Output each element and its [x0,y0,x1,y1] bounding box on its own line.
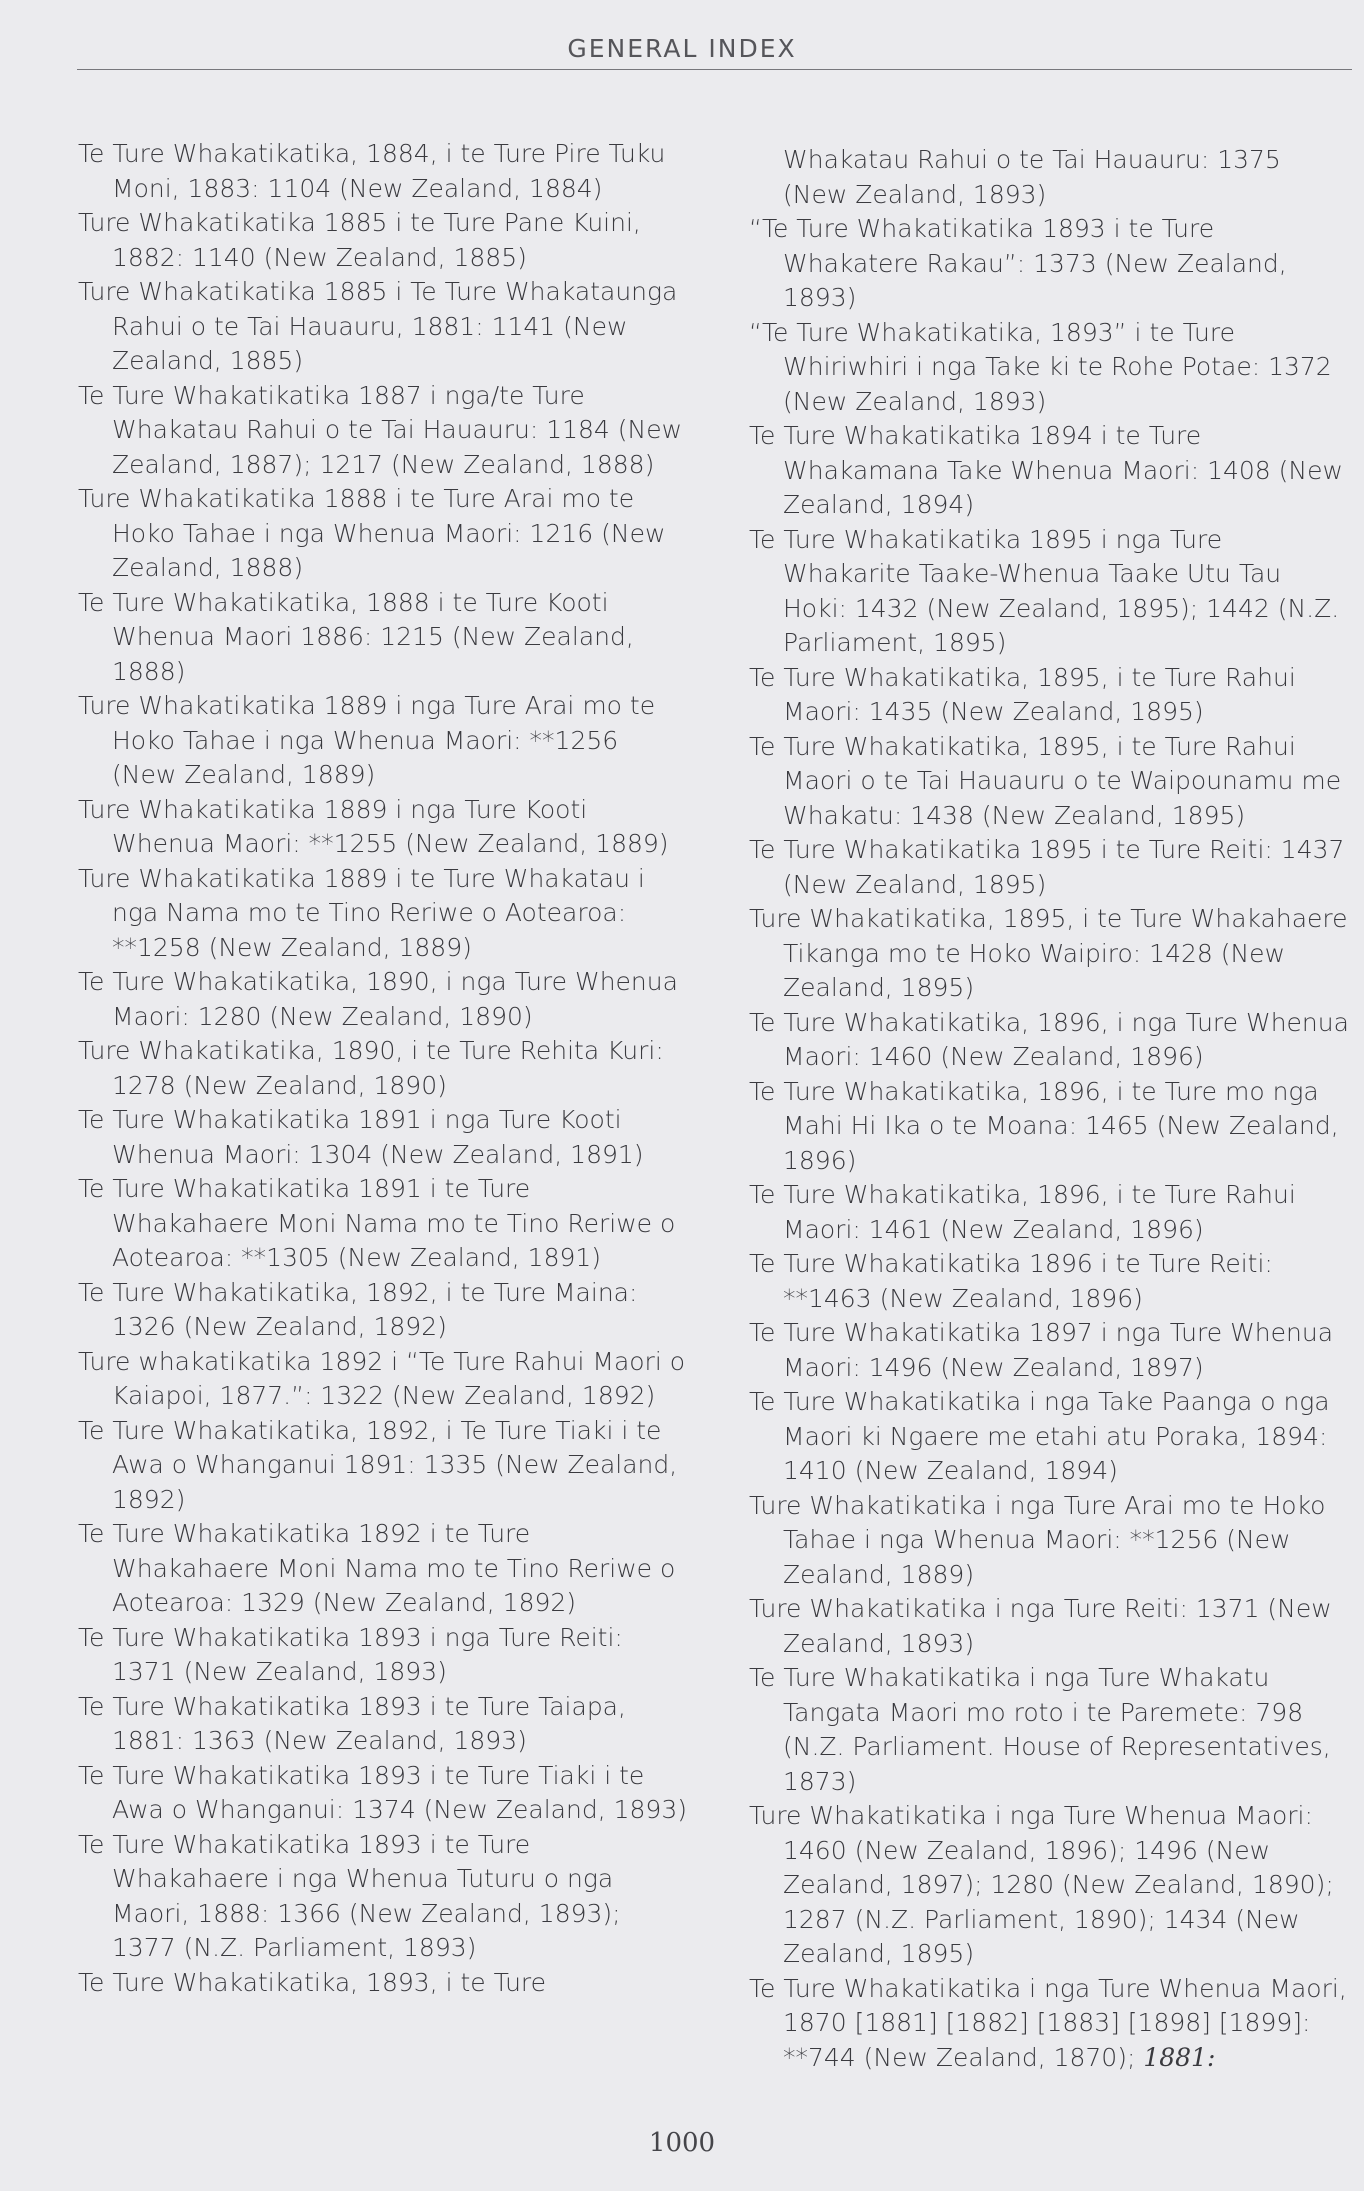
index-entry: Te Ture Whakatikatika 1894 i te Ture Whakamana Take Whenua Maori: 1408 (New Zealand, 1894) [749,421,1343,519]
index-entry: Te Ture Whakatikatika 1891 i te Ture Whakahaere Moni Nama mo te Tino Reriwe o Aotearoa: **1305 (New Zealand, 1891) [78,1174,676,1272]
index-entry: Te Ture Whakatikatika 1896 i te Ture Reiti: **1463 (New Zealand, 1896) [749,1249,1273,1313]
index-entry: Ture Whakatikatika, 1895, i te Ture Whakahaere Tikanga mo te Hoko Waipiro: 1428 (New Zealand, 1895) [749,904,1348,1002]
header-rule [77,69,1352,70]
index-entry: Te Ture Whakatikatika, 1896, i nga Ture Whenua Maori: 1460 (New Zealand, 1896) [749,1007,1349,1071]
index-entry: Ture Whakatikatika 1885 i Te Ture Whakataunga Rahui o te Tai Hauauru, 1881: 1141 (New Zealand, 1885) [78,277,678,375]
index-entry: Te Ture Whakatikatika 1887 i nga/te Ture Whakatau Rahui o te Tai Hauauru: 1184 (New Zealand, 1887); 1217 (New Zealand, 1888) [78,380,683,479]
index-column-right [749,143,1349,2075]
index-column-left [78,137,690,2000]
index-entry: Ture Whakatikatika i nga Ture Arai mo te Hoko Tahae i nga Whenua Maori: **1256 (New Zealand, 1889) [749,1490,1326,1589]
index-entry: Ture Whakatikatika 1889 i nga Ture Arai mo te Hoko Tahae i nga Whenua Maori: **1256 (New Zealand, 1889) [78,691,656,789]
index-entry: Te Ture Whakatikatika i nga Take Paanga o nga Maori ki Ngaere me etahi atu Poraka, 1894: 1410 (New Zealand, 1894) [749,1387,1330,1485]
index-entry: Te Ture Whakatikatika, 1893, i te Ture [78,1967,547,1997]
index-entry: “Te Ture Whakatikatika, 1893” i te Ture Whiriwhiri i nga Take ki te Rohe Potae: 1372 (New Zealand, 1893) [749,317,1332,416]
index-entry: Te Ture Whakatikatika, 1896, i te Ture mo nga Mahi Hi Ika o te Moana: 1465 (New Zealand, 1896) [749,1076,1339,1175]
index-entry: Te Ture Whakatikatika 1895 i nga Ture Whakarite Taake-Whenua Taake Utu Tau Hoki: 1432 (New Zealand, 1895); 1442 (N.Z. Parliament, 1895) [749,524,1340,657]
index-entry: Te Ture Whakatikatika, 1888 i te Ture Kooti Whenua Maori 1886: 1215 (New Zealand, 1888) [78,587,634,686]
index-entry: Te Ture Whakatikatika 1892 i te Ture Whakahaere Moni Nama mo te Tino Reriwe o Aotearoa: 1329 (New Zealand, 1892) [78,1519,676,1617]
index-entry: Whakatau Rahui o te Tai Hauauru: 1375 (New Zealand, 1893) [783,145,1281,209]
index-entry: Ture Whakatikatika 1889 i te Ture Whakatau i nga Nama mo te Tino Reriwe o Aotearoa: **1258 (New Zealand, 1889) [78,863,645,962]
index-entry: Te Ture Whakatikatika 1893 i te Ture Taiapa, 1881: 1363 (New Zealand, 1893) [78,1691,626,1755]
index-entry: Te Ture Whakatikatika 1897 i nga Ture Whenua Maori: 1496 (New Zealand, 1897) [749,1318,1334,1382]
italic-year-reference: 1881: [1143,2042,1216,2072]
index-entry: Ture whakatikatika 1892 i “Te Ture Rahui Maori o Kaiapoi, 1877.”: 1322 (New Zealand, 1892) [78,1346,686,1410]
index-entry: Ture Whakatikatika 1885 i te Ture Pane Kuini, 1882: 1140 (New Zealand, 1885) [78,208,641,272]
index-entry: Te Ture Whakatikatika i nga Ture Whakatu Tangata Maori mo roto i te Paremete: 798 (N.Z. Parliament. House of Representatives, 1873) [749,1663,1331,1796]
index-entry: Te Ture Whakatikatika 1893 i nga Ture Reiti: 1371 (New Zealand, 1893) [78,1622,623,1686]
page-header: GENERAL INDEX [567,34,797,63]
index-entry: Te Ture Whakatikatika 1891 i nga Ture Kooti Whenua Maori: 1304 (New Zealand, 1891) [78,1105,644,1169]
index-entry: Ture Whakatikatika i nga Ture Whenua Maori: 1460 (New Zealand, 1896); 1496 (New Zealand, 1897); 1280 (New Zealand, 1890); 1287 (N.Z. Parliament, 1890); 1434 (New Zealand, 1895) [749,1801,1334,1968]
index-entry: Te Ture Whakatikatika 1895 i te Ture Reiti: 1437 (New Zealand, 1895) [749,835,1345,899]
index-entry: Ture Whakatikatika 1888 i te Ture Arai mo te Hoko Tahae i nga Whenua Maori: 1216 (New Zealand, 1888) [78,484,666,582]
index-entry: Te Ture Whakatikatika, 1890, i nga Ture Whenua Maori: 1280 (New Zealand, 1890) [78,967,678,1031]
index-entry: Te Ture Whakatikatika 1893 i te Ture Tiaki i te Awa o Whanganui: 1374 (New Zealand, 1893) [78,1760,687,1824]
page-number: 1000 [648,2128,716,2158]
index-entry: Te Ture Whakatikatika, 1892, i te Ture Maina: 1326 (New Zealand, 1892) [78,1277,638,1341]
index-entry: Te Ture Whakatikatika, 1884, i te Ture Pire Tuku Moni, 1883: 1104 (New Zealand, 1884) [78,139,666,203]
index-entry: Te Ture Whakatikatika, 1895, i te Ture Rahui Maori: 1435 (New Zealand, 1895) [749,662,1296,726]
index-entry: Te Ture Whakatikatika, 1895, i te Ture Rahui Maori o te Tai Hauauru o te Waipounamu me Whakatu: 1438 (New Zealand, 1895) [749,731,1342,830]
index-entry: “Te Ture Whakatikatika 1893 i te Ture Whakatere Rakau”: 1373 (New Zealand, 1893) [749,214,1287,312]
index-entry: Ture Whakatikatika 1889 i nga Ture Kooti Whenua Maori: **1255 (New Zealand, 1889) [78,794,669,858]
index-entry: Te Ture Whakatikatika, 1892, i Te Ture Tiaki i te Awa o Whanganui 1891: 1335 (New Zealand, 1892) [78,1415,678,1514]
index-entry: Te Ture Whakatikatika i nga Ture Whenua Maori, 1870 [1881] [1882] [1883] [1898] [1899]: **744 (New Zealand, 1870); 1881: [749,1973,1347,2072]
index-entry: Te Ture Whakatikatika 1893 i te Ture Whakahaere i nga Whenua Tuturu o nga Maori, 1888: 1366 (New Zealand, 1893); 1377 (N.Z. Parliament, 1893) [78,1829,621,1962]
index-entry: Ture Whakatikatika, 1890, i te Ture Rehita Kuri: 1278 (New Zealand, 1890) [78,1036,664,1100]
index-entry: Te Ture Whakatikatika, 1896, i te Ture Rahui Maori: 1461 (New Zealand, 1896) [749,1180,1296,1244]
index-entry: Ture Whakatikatika i nga Ture Reiti: 1371 (New Zealand, 1893) [749,1594,1332,1658]
